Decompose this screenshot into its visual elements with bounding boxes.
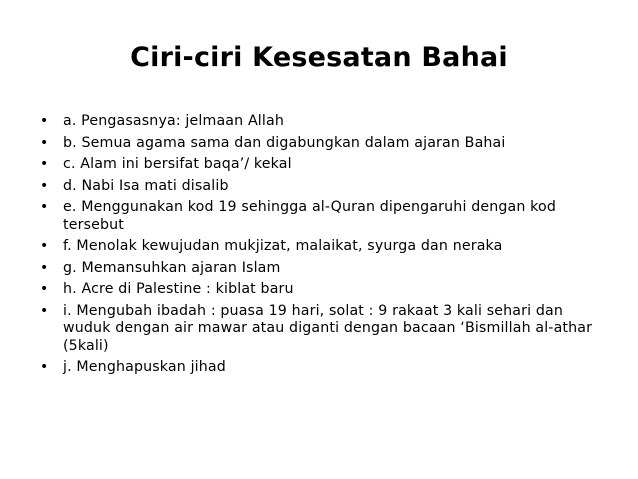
bullet-text: b. Semua agama sama dan digabungkan dalam ajaran Bahai (63, 134, 506, 151)
bullet-icon: • (40, 177, 49, 194)
bullet-text: e. Menggunakan kod 19 sehingga al-Quran dipengaruhi dengan kod tersebut (63, 199, 557, 233)
bullet-icon: • (40, 199, 49, 215)
bullet-item (40, 199, 608, 234)
bullet-text: f. Menolak kewujudan mukjizat, malaikat, syurga dan neraka (63, 238, 503, 254)
bullet-text: g. Memansuhkan ajaran Islam (63, 259, 281, 276)
bullet-text: j. Menghapuskan jihad (63, 359, 226, 375)
bullet-item (40, 238, 608, 256)
bullet-item (40, 260, 608, 278)
bullet-icon: • (40, 113, 49, 129)
bullet-text: h. Acre di Palestine : kiblat baru (63, 281, 294, 297)
bullet-icon: • (40, 302, 49, 319)
bullet-item (40, 359, 608, 377)
bullet-item (40, 135, 608, 153)
bullet-list (40, 113, 608, 381)
bullet-icon: • (40, 238, 49, 254)
bullet-icon: • (40, 281, 49, 297)
bullet-item (40, 156, 608, 174)
bullet-icon: • (40, 359, 49, 375)
bullet-text: a. Pengasasnya: jelmaan Allah (63, 113, 284, 129)
bullet-item (40, 281, 608, 299)
bullet-icon: • (40, 259, 49, 276)
bullet-item (40, 113, 608, 131)
bullet-icon: • (40, 134, 49, 151)
slide-title: Ciri-ciri Kesesatan Bahai (130, 42, 508, 73)
bullet-text: d. Nabi Isa mati disalib (63, 177, 229, 194)
bullet-text: c. Alam ini bersifat baqa’/ kekal (63, 156, 292, 172)
bullet-text: i. Mengubah ibadah : puasa 19 hari, solat : 9 rakaat 3 kali sehari dan wuduk dengan air mawar atau diganti dengan bacaan ‘Bismillah al-athar (5kali) (63, 302, 593, 354)
bullet-icon: • (40, 156, 49, 172)
bullet-item (40, 178, 608, 196)
bullet-item (40, 303, 608, 356)
